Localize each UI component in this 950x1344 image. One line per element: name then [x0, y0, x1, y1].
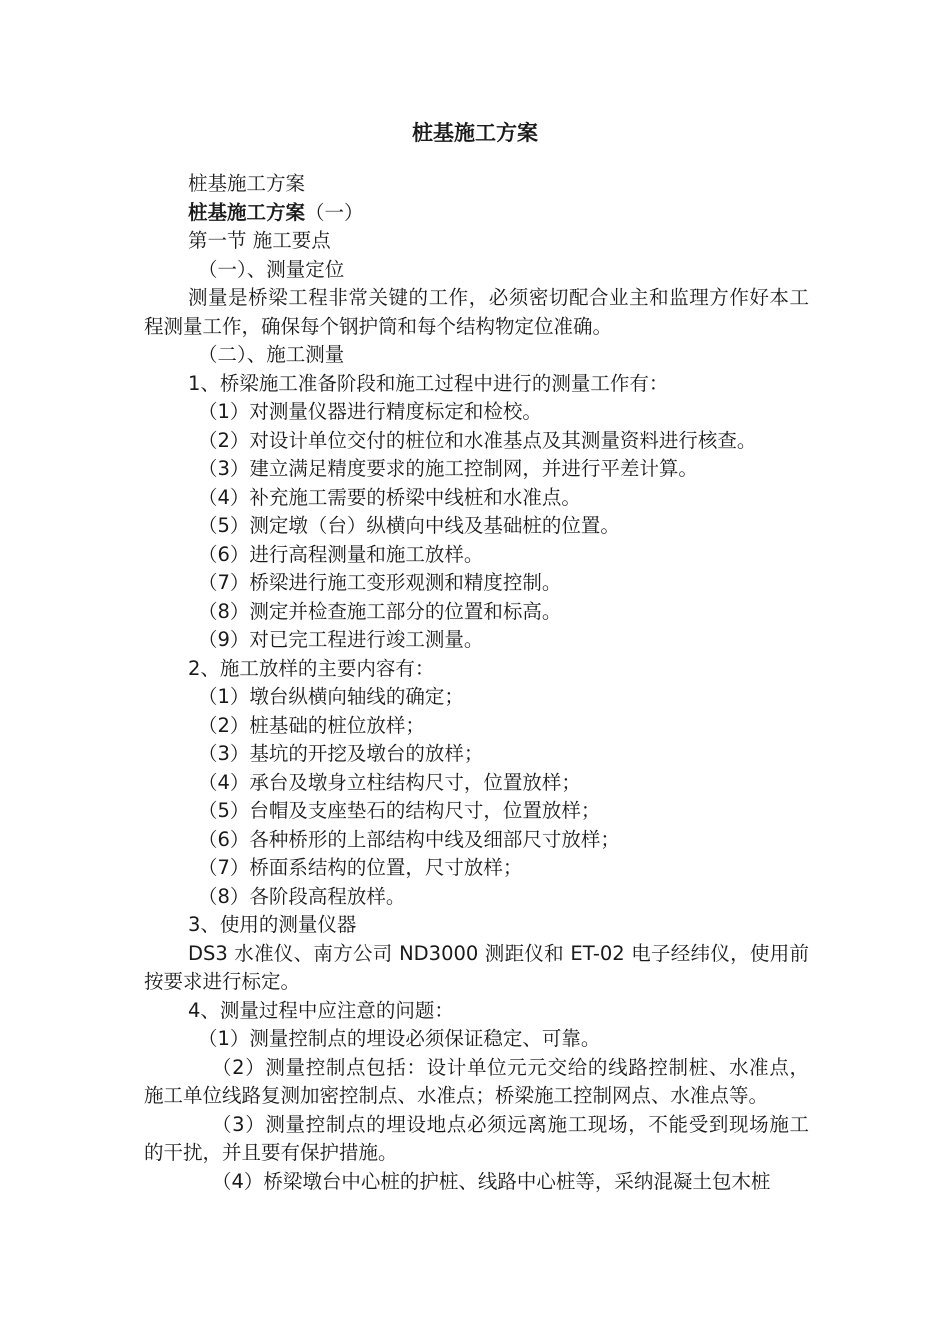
paragraph: （8）测定并检查施工部分的位置和标高。 — [198, 599, 562, 623]
paragraph: 4、测量过程中应注意的问题： — [188, 998, 454, 1022]
paragraph: （3）测量控制点的埋设地点必须远离施工现场，不能受到现场施工的干扰，并且要有保护措施。 — [144, 1112, 809, 1164]
heading-suffix-text: （一） — [305, 200, 364, 224]
paragraph: （5）台帽及支座垫石的结构尺寸，位置放样； — [198, 799, 601, 822]
paragraph: 桩基施工方案 — [188, 172, 306, 195]
paragraph: （4）桥梁墩台中心桩的护桩、线路中心桩等，采纳混凝土包木桩 — [212, 1169, 771, 1193]
paragraph: （6）进行高程测量和施工放样。 — [198, 542, 484, 566]
paragraph: 3、使用的测量仪器 — [188, 913, 357, 936]
paragraph: （1）对测量仪器进行精度标定和检校。 — [198, 400, 542, 423]
paragraph: （4）承台及墩身立柱结构尺寸，位置放样； — [198, 770, 581, 794]
bold-heading-text: 桩基施工方案 — [188, 200, 306, 224]
document-title: 桩基施工方案 — [412, 121, 538, 145]
document-body — [144, 170, 809, 1196]
paragraph: （4）补充施工需要的桥梁中线桩和水准点。 — [198, 485, 581, 509]
paragraph: （3）建立满足精度要求的施工控制网，并进行平差计算。 — [198, 457, 698, 480]
paragraph: 第一节 施工要点 — [188, 229, 331, 252]
paragraph: （5）测定墩（台）纵横向中线及基础桩的位置。 — [198, 514, 620, 537]
paragraph: （7）桥梁进行施工变形观测和精度控制。 — [198, 571, 562, 594]
paragraph: （8）各阶段高程放样。 — [198, 884, 406, 908]
paragraph — [144, 199, 809, 228]
paragraph: （7）桥面系结构的位置，尺寸放样； — [198, 856, 523, 879]
paragraph: （1）测量控制点的埋设必须保证稳定、可靠。 — [198, 1027, 601, 1050]
paragraph: （一）、测量定位 — [198, 257, 345, 281]
paragraph: 2、施工放样的主要内容有： — [188, 656, 435, 680]
paragraph: （9）对已完工程进行竣工测量。 — [198, 628, 484, 651]
paragraph: （2）对设计单位交付的桩位和水准基点及其测量资料进行核查。 — [198, 428, 757, 452]
paragraph: （6）各种桥形的上部结构中线及细部尺寸放样； — [198, 827, 620, 851]
paragraph: DS3 水准仪、南方公司 ND3000 测距仪和 ET-02 电子经纬仪，使用前按要求进行标定。 — [144, 941, 809, 993]
paragraph: （2）测量控制点包括：设计单位元元交给的线路控制桩、水准点，施工单位线路复测加密控制点、水准点；桥梁施工控制网点、水准点等。 — [144, 1055, 809, 1107]
paragraph: （3）基坑的开挖及墩台的放样； — [198, 742, 484, 765]
paragraph: 测量是桥梁工程非常关键的工作，必须密切配合业主和监理方作好本工程测量工作，确保每个钢护筒和每个结构物定位准确。 — [144, 286, 809, 338]
paragraph: （2）桩基础的桩位放样； — [198, 713, 425, 737]
paragraph: （二）、施工测量 — [198, 343, 345, 366]
paragraph: 1、桥梁施工准备阶段和施工过程中进行的测量工作有： — [188, 371, 669, 395]
paragraph: （1）墩台纵横向轴线的确定； — [198, 685, 464, 708]
